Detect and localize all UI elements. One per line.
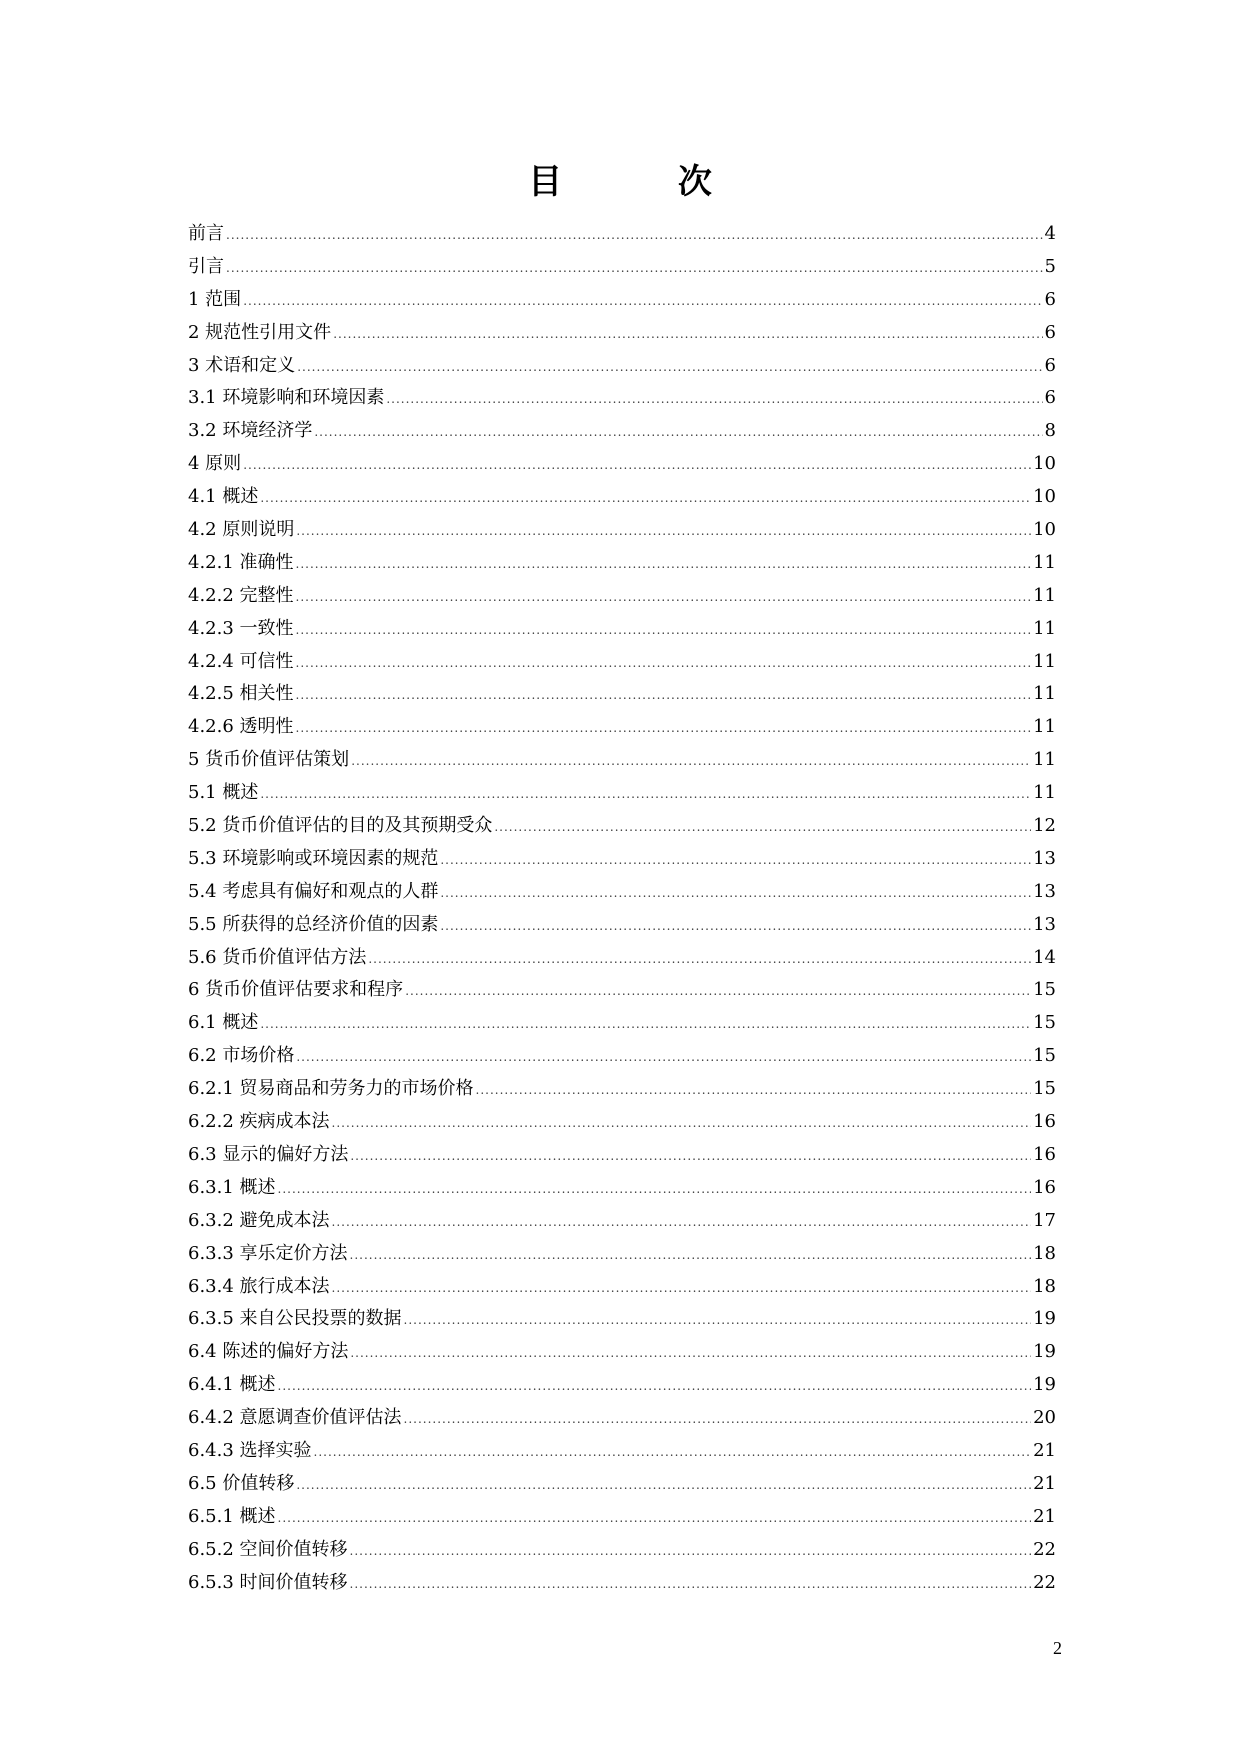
toc-entry-label: 4 原则	[188, 453, 242, 475]
toc-entry[interactable]	[188, 1336, 1056, 1369]
toc-entry[interactable]	[188, 810, 1056, 843]
page-title: 目 次	[528, 162, 764, 202]
toc-entry-page: 11	[1033, 650, 1056, 672]
toc-entry-label: 5.6 货币价值评估方法	[188, 946, 367, 968]
toc-entry-page: 19	[1033, 1341, 1056, 1363]
toc-entry-page: 11	[1033, 683, 1056, 705]
toc-entry-label: 4.2.6 透明性	[188, 716, 294, 738]
toc-dot-leader	[440, 844, 1031, 877]
toc-entry[interactable]	[188, 843, 1056, 876]
toc-entry-page: 18	[1033, 1242, 1056, 1264]
toc-entry-page: 10	[1033, 519, 1056, 541]
toc-entry[interactable]	[188, 481, 1056, 514]
toc-entry-label: 6 货币价值评估要求和程序	[188, 979, 404, 1001]
toc-entry-label: 1 范围	[188, 288, 242, 310]
toc-dot-leader	[260, 1008, 1031, 1041]
toc-entry-page: 6	[1044, 288, 1056, 310]
toc-dot-leader	[296, 581, 1032, 614]
toc-entry-label: 4.2.4 可信性	[188, 650, 294, 672]
toc-dot-leader	[494, 811, 1031, 844]
toc-entry-label: 6.5.2 空间价值转移	[188, 1538, 348, 1560]
toc-entry[interactable]	[188, 1172, 1056, 1205]
toc-entry[interactable]	[188, 1303, 1056, 1336]
toc-dot-leader	[296, 614, 1032, 647]
toc-entry-label: 3 术语和定义	[188, 354, 296, 376]
toc-entry-label: 6.2 市场价格	[188, 1045, 295, 1067]
toc-dot-leader	[350, 1337, 1031, 1370]
toc-dot-leader	[332, 1107, 1032, 1140]
toc-dot-leader	[278, 1502, 1032, 1535]
toc-dot-leader	[351, 745, 1031, 778]
toc-entry-page: 19	[1033, 1308, 1056, 1330]
toc-entry-label: 5.4 考虑具有偏好和观点的人群	[188, 880, 439, 902]
toc-entry-page: 17	[1033, 1209, 1056, 1231]
toc-dot-leader	[368, 943, 1031, 976]
toc-entry-label: 6.3.1 概述	[188, 1176, 276, 1198]
toc-entry-page: 15	[1033, 1045, 1056, 1067]
toc-entry-label: 4.2.5 相关性	[188, 683, 294, 705]
toc-dot-leader	[260, 482, 1031, 515]
toc-entry[interactable]	[188, 382, 1056, 415]
toc-dot-leader	[350, 1535, 1032, 1568]
toc-entry[interactable]	[188, 1106, 1056, 1139]
toc-entry[interactable]	[188, 547, 1056, 580]
toc-entry[interactable]	[188, 251, 1056, 284]
toc-entry-page: 8	[1044, 420, 1056, 442]
toc-entry[interactable]	[188, 514, 1056, 547]
toc-entry-page: 21	[1033, 1472, 1056, 1494]
toc-entry-page: 13	[1033, 847, 1056, 869]
toc-entry[interactable]	[188, 580, 1056, 613]
toc-dot-leader	[296, 548, 1032, 581]
toc-dot-leader	[332, 1206, 1032, 1239]
toc-dot-leader	[243, 449, 1031, 482]
toc-entry[interactable]	[188, 317, 1056, 350]
toc-entry-page: 10	[1033, 453, 1056, 475]
toc-entry-page: 16	[1033, 1143, 1056, 1165]
toc-entry-page: 11	[1033, 782, 1056, 804]
toc-entry-label: 6.3 显示的偏好方法	[188, 1143, 349, 1165]
toc-entry[interactable]	[188, 448, 1056, 481]
toc-entry[interactable]	[188, 646, 1056, 679]
toc-dot-leader	[296, 515, 1031, 548]
toc-entry[interactable]	[188, 1435, 1056, 1468]
toc-entry-label: 5.5 所获得的总经济价值的因素	[188, 913, 439, 935]
toc-dot-leader	[350, 1239, 1032, 1272]
toc-entry[interactable]	[188, 744, 1056, 777]
table-of-contents	[188, 218, 1056, 1599]
toc-entry[interactable]	[188, 1238, 1056, 1271]
toc-entry[interactable]	[188, 1501, 1056, 1534]
toc-entry-page: 10	[1033, 486, 1056, 508]
toc-entry-label: 6.2.1 贸易商品和劳务力的市场价格	[188, 1078, 474, 1100]
toc-entry-label: 3.1 环境影响和环境因素	[188, 387, 385, 409]
toc-entry[interactable]	[188, 218, 1056, 251]
toc-dot-leader	[243, 285, 1042, 318]
toc-entry-page: 21	[1033, 1439, 1056, 1461]
toc-entry-label: 6.5.1 概述	[188, 1505, 276, 1527]
toc-entry[interactable]	[188, 1468, 1056, 1501]
toc-entry[interactable]	[188, 1402, 1056, 1435]
toc-entry-label: 6.3.5 来自公民投票的数据	[188, 1308, 402, 1330]
toc-entry-label: 5.3 环境影响或环境因素的规范	[188, 847, 439, 869]
toc-entry-label: 6.3.3 享乐定价方法	[188, 1242, 348, 1264]
toc-entry-page: 15	[1033, 1078, 1056, 1100]
toc-dot-leader	[476, 1074, 1032, 1107]
toc-entry-page: 15	[1033, 1012, 1056, 1034]
toc-entry[interactable]	[188, 974, 1056, 1007]
toc-entry-page: 15	[1033, 979, 1056, 1001]
toc-entry-label: 6.4.1 概述	[188, 1374, 276, 1396]
toc-entry[interactable]	[188, 678, 1056, 711]
toc-dot-leader	[404, 1304, 1032, 1337]
toc-entry-page: 11	[1033, 551, 1056, 573]
toc-entry-label: 引言	[188, 255, 224, 277]
toc-entry-page: 11	[1033, 716, 1056, 738]
toc-entry[interactable]	[188, 1073, 1056, 1106]
toc-dot-leader	[350, 1568, 1032, 1601]
toc-entry-page: 21	[1033, 1505, 1056, 1527]
toc-dot-leader	[296, 712, 1032, 745]
page-number: 2	[1053, 1638, 1062, 1658]
toc-entry[interactable]	[188, 777, 1056, 810]
toc-entry-label: 6.3.2 避免成本法	[188, 1209, 330, 1231]
toc-entry-page: 16	[1033, 1111, 1056, 1133]
toc-dot-leader	[226, 219, 1043, 252]
toc-entry-page: 6	[1044, 354, 1056, 376]
toc-entry-label: 6.4.2 意愿调查价值评估法	[188, 1407, 402, 1429]
toc-entry-label: 6.5 价值转移	[188, 1472, 295, 1494]
toc-entry-label: 6.3.4 旅行成本法	[188, 1275, 330, 1297]
toc-entry-label: 4.2.2 完整性	[188, 584, 294, 606]
toc-entry-page: 18	[1033, 1275, 1056, 1297]
toc-entry[interactable]	[188, 1040, 1056, 1073]
toc-entry-page: 5	[1044, 255, 1056, 277]
toc-dot-leader	[296, 647, 1032, 680]
toc-entry-page: 11	[1033, 584, 1056, 606]
toc-entry-label: 6.1 概述	[188, 1012, 259, 1034]
toc-entry-label: 2 规范性引用文件	[188, 321, 332, 343]
toc-entry[interactable]	[188, 1369, 1056, 1402]
toc-dot-leader	[314, 1436, 1032, 1469]
toc-dot-leader	[226, 252, 1043, 285]
toc-entry[interactable]	[188, 909, 1056, 942]
toc-entry-label: 5.2 货币价值评估的目的及其预期受众	[188, 815, 493, 837]
toc-entry[interactable]	[188, 415, 1056, 448]
toc-dot-leader	[296, 679, 1032, 712]
toc-dot-leader	[440, 910, 1031, 943]
toc-entry[interactable]	[188, 613, 1056, 646]
toc-entry[interactable]	[188, 1139, 1056, 1172]
toc-entry-page: 4	[1044, 223, 1056, 244]
toc-dot-leader	[296, 1469, 1031, 1502]
toc-dot-leader	[260, 778, 1031, 811]
toc-dot-leader	[405, 975, 1031, 1008]
toc-dot-leader	[350, 1140, 1031, 1173]
toc-entry[interactable]	[188, 1567, 1056, 1600]
toc-dot-leader	[332, 1272, 1032, 1305]
toc-entry-page: 16	[1033, 1176, 1056, 1198]
toc-entry-label: 6.5.3 时间价值转移	[188, 1571, 348, 1593]
toc-entry-label: 4.2 原则说明	[188, 519, 295, 541]
toc-entry[interactable]	[188, 711, 1056, 744]
toc-dot-leader	[297, 351, 1042, 384]
toc-entry-page: 14	[1033, 946, 1056, 968]
toc-entry-label: 4.2.3 一致性	[188, 617, 294, 639]
toc-entry-label: 6.4 陈述的偏好方法	[188, 1341, 349, 1363]
toc-entry-page: 6	[1044, 387, 1056, 409]
toc-dot-leader	[404, 1403, 1032, 1436]
toc-entry-page: 20	[1033, 1407, 1056, 1429]
toc-dot-leader	[314, 416, 1042, 449]
toc-dot-leader	[296, 1041, 1031, 1074]
toc-entry[interactable]	[188, 942, 1056, 975]
toc-entry-page: 11	[1033, 749, 1056, 771]
toc-dot-leader	[278, 1173, 1032, 1206]
toc-entry-label: 5 货币价值评估策划	[188, 749, 350, 771]
toc-entry-page: 22	[1033, 1571, 1056, 1593]
toc-entry-label: 4.1 概述	[188, 486, 259, 508]
toc-entry[interactable]	[188, 350, 1056, 383]
toc-dot-leader	[333, 318, 1042, 351]
toc-entry[interactable]	[188, 284, 1056, 317]
toc-entry[interactable]	[188, 1534, 1056, 1567]
toc-entry-label: 3.2 环境经济学	[188, 420, 313, 442]
toc-entry-page: 6	[1044, 321, 1056, 343]
toc-entry[interactable]	[188, 1007, 1056, 1040]
toc-dot-leader	[278, 1370, 1032, 1403]
toc-entry-label: 6.4.3 选择实验	[188, 1439, 312, 1461]
toc-entry-label: 4.2.1 准确性	[188, 551, 294, 573]
toc-entry[interactable]	[188, 876, 1056, 909]
toc-dot-leader	[386, 383, 1042, 416]
toc-dot-leader	[440, 877, 1031, 910]
toc-entry-label: 前言	[188, 223, 224, 244]
toc-entry-page: 11	[1033, 617, 1056, 639]
toc-entry-page: 13	[1033, 913, 1056, 935]
toc-entry-page: 22	[1033, 1538, 1056, 1560]
toc-entry-page: 19	[1033, 1374, 1056, 1396]
toc-entry-label: 5.1 概述	[188, 782, 259, 804]
toc-entry[interactable]	[188, 1271, 1056, 1304]
toc-entry-page: 12	[1033, 815, 1056, 837]
toc-entry-label: 6.2.2 疾病成本法	[188, 1111, 330, 1133]
toc-entry[interactable]	[188, 1205, 1056, 1238]
toc-entry-page: 13	[1033, 880, 1056, 902]
